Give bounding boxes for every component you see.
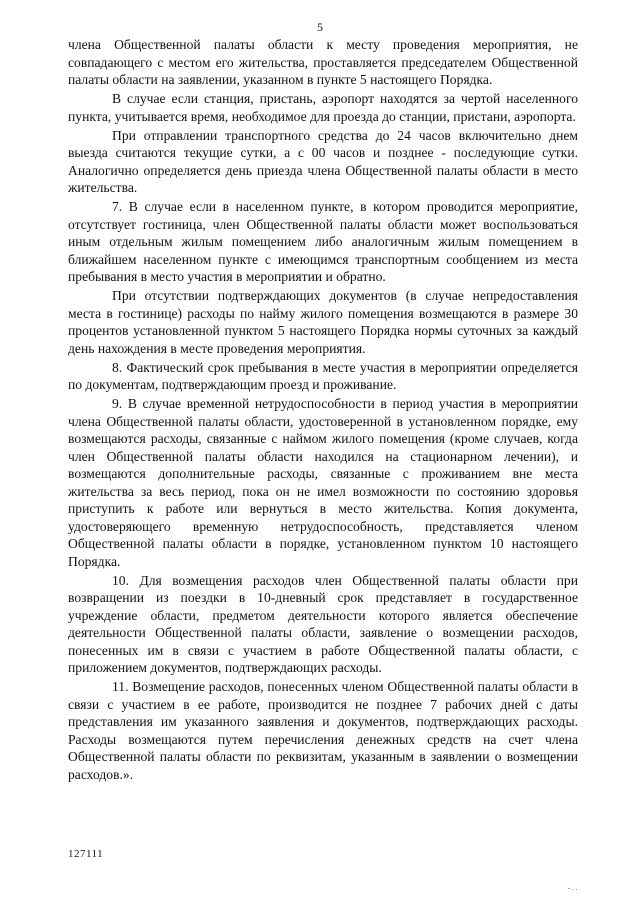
page-number: 5 bbox=[317, 20, 323, 34]
paragraph-7: 9. В случае временной нетрудоспособности в период участия в мероприятии члена Общественной палаты области, удостоверенной в установленном порядке, ему возмещаются расходы, связанные с наймом жилого помещения (кроме случаев, когда член Общественной палаты области находился на стационарном лечении), и возмещаются дополнительные расходы, связанные с проживанием вне места жительства за весь период, пока он не имел возможности по состоянию здоровья приступить к работе или вернуться в место жительства. Копия документа, удостоверяющего временную нетрудоспособность, представляется членом Общественной палаты области в порядке, установленном пунктом 10 настоящего Порядка. bbox=[68, 396, 578, 569]
paragraph-1: члена Общественной палаты области к месту проведения мероприятия, не совпадающего с местом его жительства, проставляется председателем Общественной палаты области на заявлении, указанном в пункте 5 настоящего Порядка. bbox=[68, 37, 578, 87]
paragraph-8: 10. Для возмещения расходов член Общественной палаты области при возвращении из поездки в 10-дневный срок представляет в государственное учреждение области, предметом деятельности которого является обеспечение деятельности Общественной палаты области, заявление о возмещении расходов, понесенных им в связи с участием в работе Общественной палаты области, с приложением документов, подтверждающих расходы. bbox=[68, 572, 578, 675]
paragraph-4: 7. В случае если в населенном пункте, в котором проводится мероприятие, отсутствует гостиница, член Общественной палаты области может воспользоваться иным отдельным жилым помещением либо аналогичным жилым помещением в ближайшем населенном пункте с имеющимся транспортным сообщением из места пребывания в место участия в мероприятии и обратно. bbox=[68, 199, 578, 284]
paragraph-2: В случае если станция, пристань, аэропорт находятся за чертой населенного пункта, учитывается время, необходимое для проезда до станции, пристани, аэропорта. bbox=[68, 91, 578, 124]
document-code: 127111 bbox=[68, 848, 104, 860]
paragraph-6: 8. Фактический срок пребывания в месте участия в мероприятии определяется по документам, подтверждающим проезд и проживание. bbox=[68, 359, 578, 392]
paragraph-3: При отправлении транспортного средства до 24 часов включительно днем выезда считаются текущие сутки, а с 00 часов и позднее - последующие сутки. Аналогично определяется день приезда члена Общественной палаты области в место жительства. bbox=[68, 127, 578, 195]
corner-mark: - . . bbox=[568, 884, 578, 892]
paragraph-9: 11. Возмещение расходов, понесенных членом Общественной палаты области в связи с участием в ее работе, производится не позднее 7 рабочих дней с даты представления им указанного заявления и документов, подтверждающих расходы. Расходы возмещаются путем перечисления денежных средств на счет члена Общественной палаты области по реквизитам, указанным в заявлении о возмещении расходов.». bbox=[68, 679, 578, 782]
paragraph-5: При отсутствии подтверждающих документов (в случае непредоставления места в гостинице) расходы по найму жилого помещения возмещаются в размере 30 процентов установленной пунктом 5 настоящего Порядка нормы суточных за каждый день нахождения в месте проведения мероприятия. bbox=[68, 288, 578, 356]
document-body bbox=[68, 36, 578, 785]
